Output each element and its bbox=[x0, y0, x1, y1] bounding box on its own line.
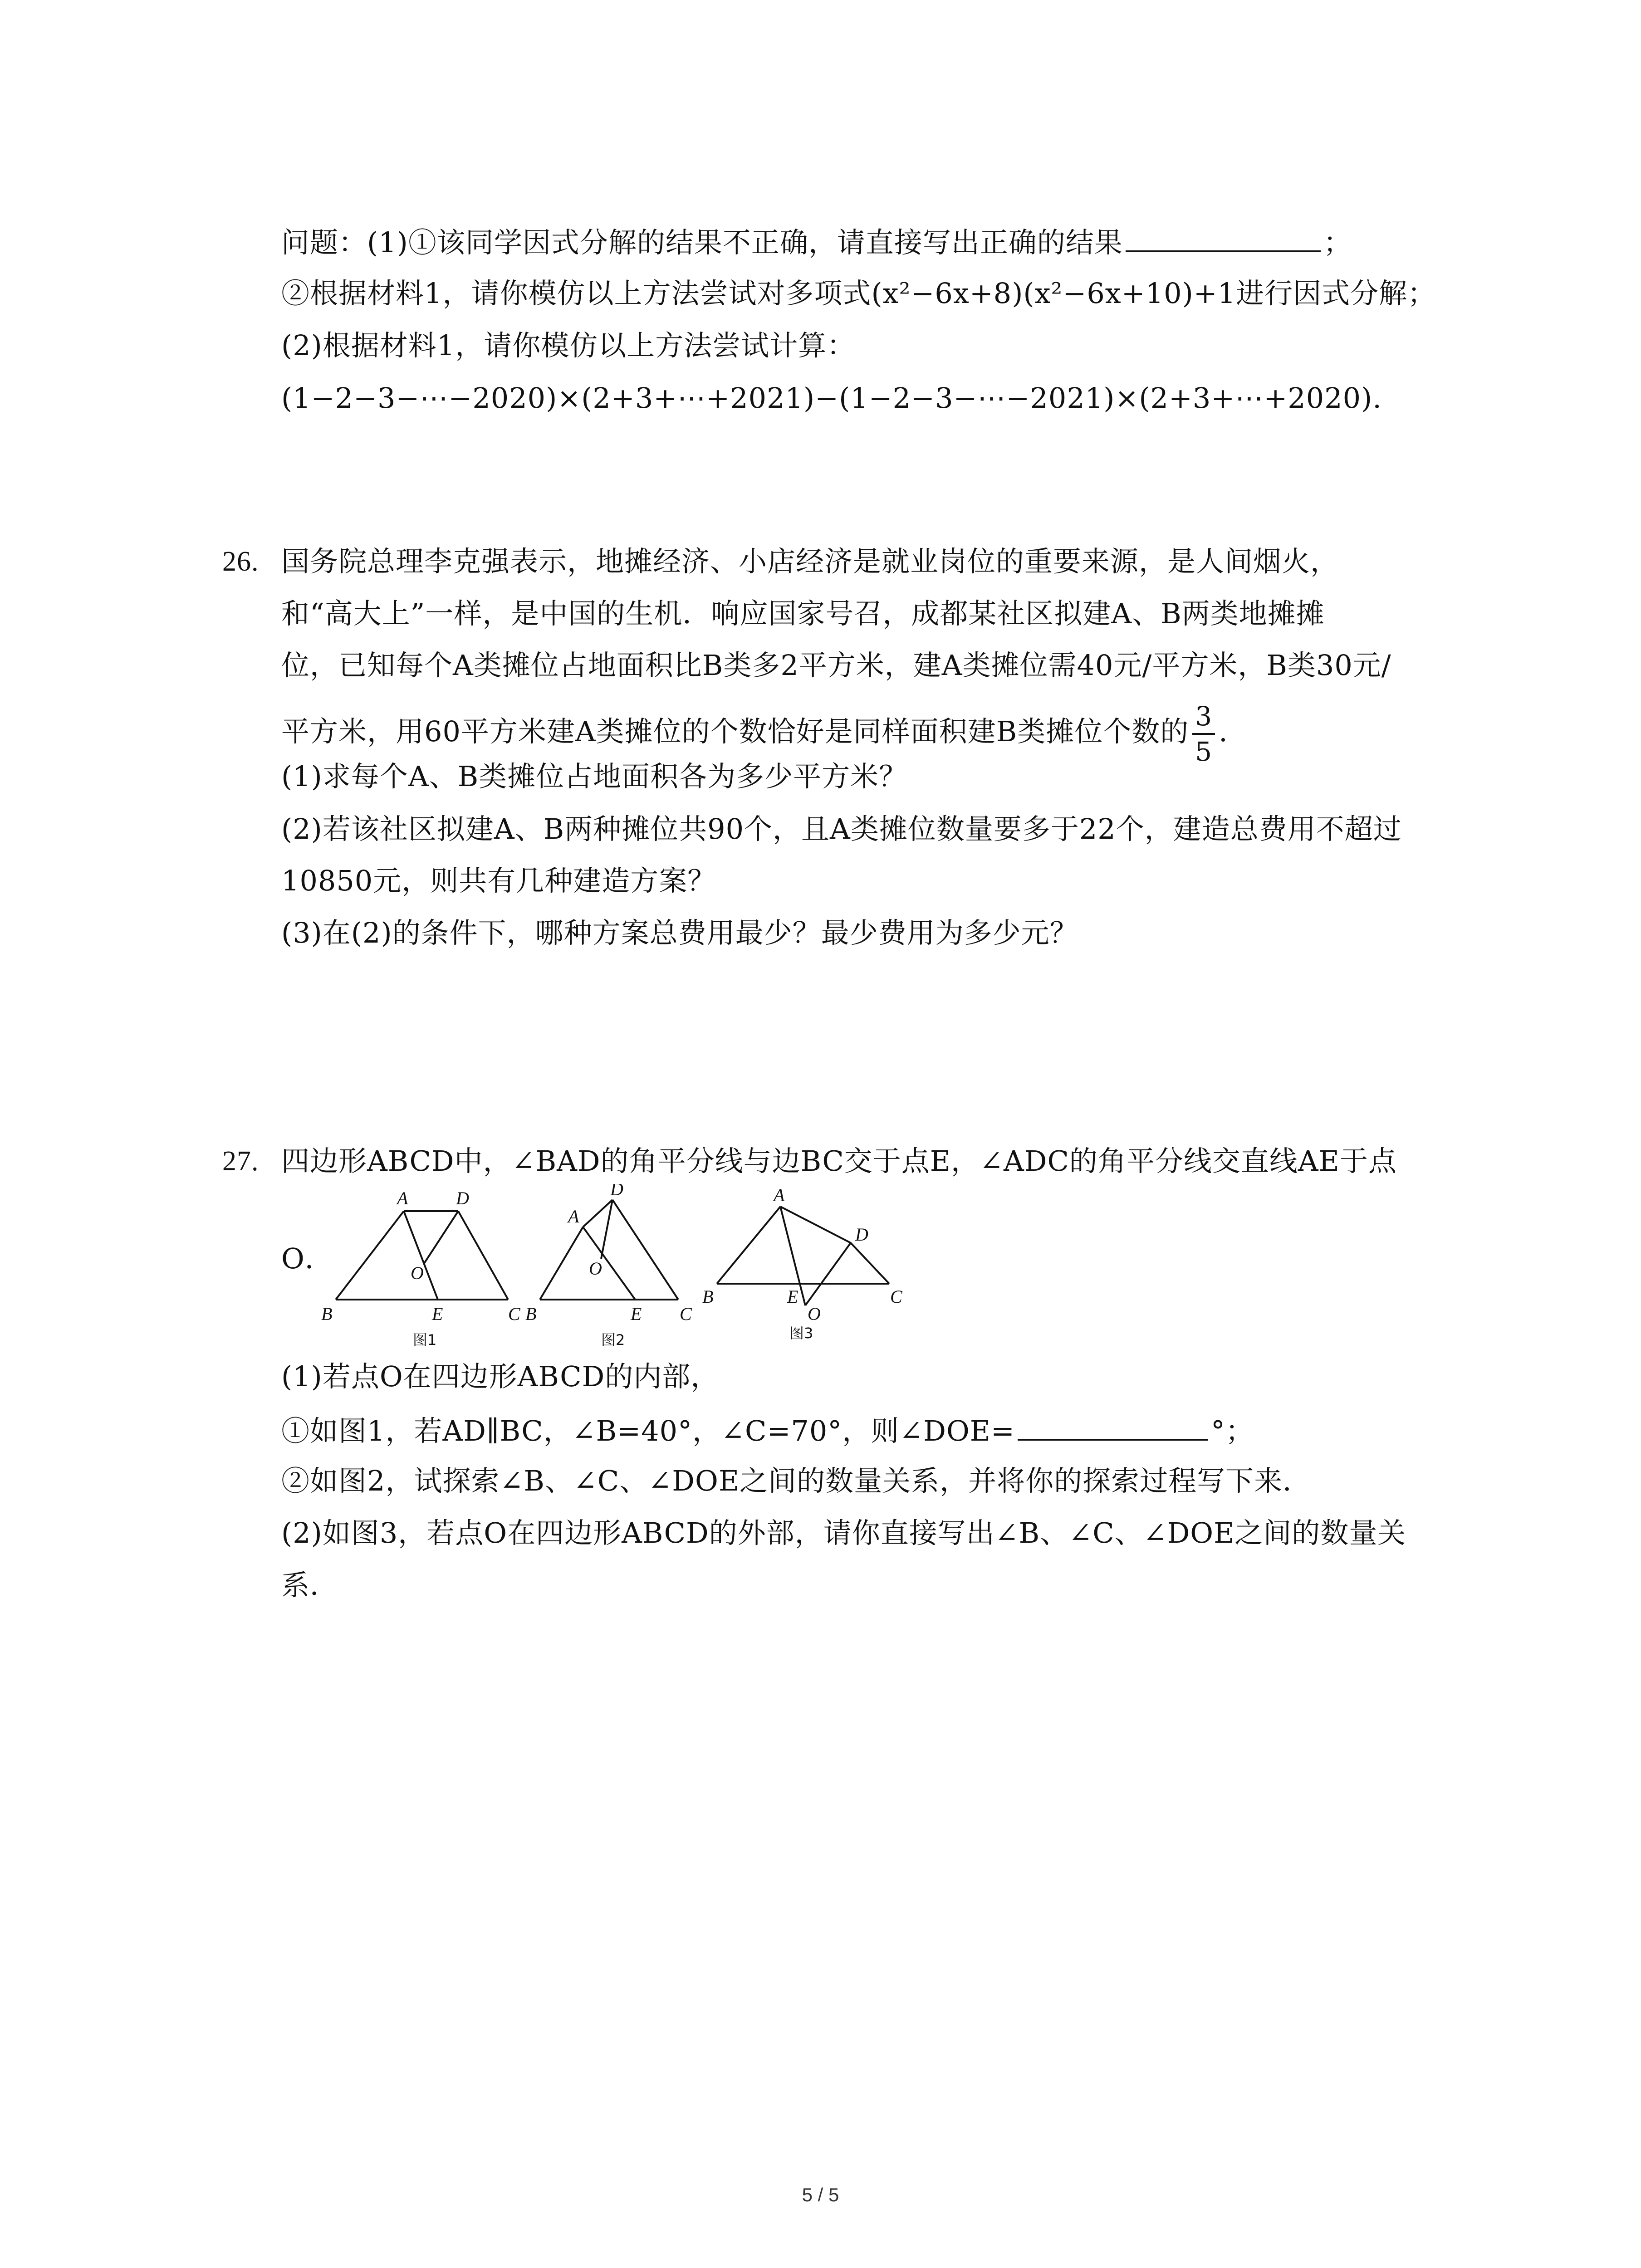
q27-line1: 四边形ABCD中，∠BAD的角平分线与边BC交于点E，∠ADC的角平分线交直线AE于点 bbox=[281, 1144, 1397, 1178]
fig2-label-o: O bbox=[589, 1258, 602, 1279]
q26-line2: 和“高大上”一样，是中国的生机．响应国家号召，成都某社区拟建A、B两类地摊摊 bbox=[281, 597, 1325, 630]
fig1-caption: 图1 bbox=[413, 1331, 437, 1349]
fig3-label-b: B bbox=[702, 1286, 714, 1307]
q25-line1-end: ； bbox=[1323, 226, 1352, 259]
q25-line1 bbox=[281, 222, 1352, 261]
fraction-three-fifths bbox=[1192, 703, 1215, 765]
fig2-label-d: D bbox=[610, 1184, 623, 1199]
q26-number: 26. bbox=[222, 546, 259, 577]
fig3-label-o: O bbox=[808, 1304, 821, 1324]
fig3-label-e: E bbox=[787, 1286, 798, 1307]
q27-sub1a bbox=[281, 1411, 1254, 1449]
q25-line1-text: 问题：(1)①该同学因式分解的结果不正确，请直接写出正确的结果 bbox=[281, 226, 1123, 259]
q26-sub2a: (2)若该社区拟建A、B两种摊位共90个，且A类摊位数量要多于22个，建造总费用不超过 bbox=[281, 812, 1402, 846]
fig1-label-o: O bbox=[411, 1263, 424, 1283]
fig1-label-d: D bbox=[456, 1188, 469, 1208]
fraction-denominator: 5 bbox=[1195, 736, 1213, 767]
fig2-label-c: C bbox=[680, 1304, 692, 1324]
q25-line2: ②根据材料1，请你模仿以上方法尝试对多项式(x²−6x+8)(x²−6x+10)+1进行因式分解； bbox=[281, 277, 1436, 310]
q26-sub3: (3)在(2)的条件下，哪种方案总费用最少？最少费用为多少元？ bbox=[281, 916, 1078, 949]
figure-1 bbox=[336, 1211, 508, 1300]
q27-sub2b: 系． bbox=[281, 1569, 339, 1602]
q25-answer-blank[interactable] bbox=[1126, 222, 1321, 252]
q27-sub1b: ②如图2，试探索∠B、∠C、∠DOE之间的数量关系，并将你的探索过程写下来． bbox=[281, 1464, 1312, 1497]
fig2-caption: 图2 bbox=[601, 1331, 625, 1349]
fig3-caption: 图3 bbox=[789, 1325, 813, 1342]
fig1-label-e: E bbox=[432, 1304, 443, 1324]
figure-2 bbox=[540, 1200, 678, 1300]
fig3-label-d: D bbox=[855, 1224, 868, 1245]
q26-line4-end: . bbox=[1219, 715, 1228, 748]
q27-figures bbox=[318, 1184, 907, 1356]
q27-line2: O． bbox=[281, 1242, 333, 1275]
q27-sub1a-end: °； bbox=[1211, 1414, 1254, 1447]
fig3-label-c: C bbox=[890, 1286, 902, 1307]
fig1-label-a: A bbox=[397, 1188, 408, 1208]
q25-line3: (2)根据材料1，请你模仿以上方法尝试计算： bbox=[281, 329, 856, 362]
q26-line3: 位，已知每个A类摊位占地面积比B类多2平方米，建A类摊位需40元/平方米，B类30元/ bbox=[281, 649, 1391, 682]
q26-sub1: (1)求每个A、B类摊位占地面积各为多少平方米？ bbox=[281, 760, 908, 793]
q27-sub1: (1)若点O在四边形ABCD的内部， bbox=[281, 1360, 720, 1393]
q27-number: 27. bbox=[222, 1146, 259, 1177]
fraction-numerator: 3 bbox=[1192, 703, 1215, 735]
q26-line1: 国务院总理李克强表示，地摊经济、小店经济是就业岗位的重要来源，是人间烟火， bbox=[281, 545, 1339, 578]
q27-answer-blank[interactable] bbox=[1018, 1411, 1208, 1441]
fig2-label-e: E bbox=[631, 1304, 642, 1324]
fig1-label-c: C bbox=[508, 1304, 520, 1324]
figure-3 bbox=[717, 1207, 889, 1305]
q25-line4: (1−2−3−⋯−2020)×(2+3+⋯+2021)−(1−2−3−⋯−2021)×(2+3+⋯+2020). bbox=[281, 381, 1382, 415]
q27-sub2a: (2)如图3，若点O在四边形ABCD的外部，请你直接写出∠B、∠C、∠DOE之间的数量关 bbox=[281, 1516, 1406, 1549]
fig3-label-a: A bbox=[774, 1185, 785, 1205]
page-number: 5 / 5 bbox=[802, 2184, 839, 2205]
fig2-label-a: A bbox=[568, 1206, 579, 1227]
fig2-label-b: B bbox=[525, 1304, 537, 1324]
q26-line4 bbox=[281, 703, 1228, 765]
fig1-label-b: B bbox=[321, 1304, 333, 1324]
q26-line4-text: 平方米，用60平方米建A类摊位的个数恰好是同样面积建B类摊位个数的 bbox=[281, 715, 1189, 748]
q27-sub1a-text: ①如图1，若AD∥BC，∠B=40°，∠C=70°，则∠DOE= bbox=[281, 1414, 1015, 1447]
q26-sub2b: 10850元，则共有几种建造方案？ bbox=[281, 864, 716, 897]
